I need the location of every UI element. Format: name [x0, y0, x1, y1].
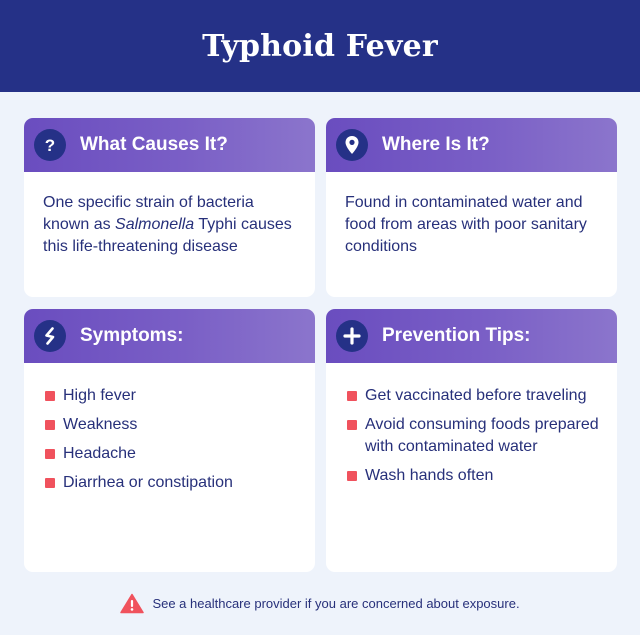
list-item: Get vaccinated before traveling — [345, 385, 601, 407]
card-description: Found in contaminated water and food from areas with poor sanitary conditions — [345, 194, 587, 255]
card-symptoms — [24, 309, 315, 572]
card-header — [326, 309, 617, 363]
list-item: Wash hands often — [345, 465, 601, 487]
question-mark-icon — [34, 129, 66, 161]
list-item: Avoid consuming foods prepared with contaminated water — [345, 414, 601, 458]
bullet-square-icon — [45, 420, 55, 430]
card-body — [24, 172, 315, 258]
footer-text: See a healthcare provider if you are concerned about exposure. — [152, 595, 520, 611]
card-description: One specific strain of bacteria known as Salmonella Typhi causes this life-threatening disease — [43, 194, 292, 255]
bullet-square-icon — [347, 471, 357, 481]
list-item: Weakness — [43, 414, 293, 436]
list-item: High fever — [43, 385, 293, 407]
card-header — [326, 118, 617, 172]
heartbeat-icon — [34, 320, 66, 352]
symptoms-list — [43, 385, 293, 494]
page-title: Typhoid Fever — [202, 28, 438, 64]
list-item: Headache — [43, 443, 293, 465]
list-item: Diarrhea or constipation — [43, 472, 293, 494]
plus-icon — [336, 320, 368, 352]
card-body — [24, 363, 315, 494]
italic-term: Salmonella — [115, 216, 195, 233]
page-header — [0, 0, 640, 92]
card-header — [24, 309, 315, 363]
bullet-square-icon — [45, 391, 55, 401]
bullet-square-icon — [45, 449, 55, 459]
bullet-square-icon — [347, 391, 357, 401]
bullet-square-icon — [347, 420, 357, 430]
warning-icon — [120, 593, 144, 614]
card-title: Where Is It? — [382, 134, 490, 155]
card-body — [326, 172, 617, 258]
location-pin-icon — [336, 129, 368, 161]
footer-note — [0, 590, 640, 616]
card-title: Prevention Tips: — [382, 325, 531, 346]
card-what-causes — [24, 118, 315, 297]
bullet-square-icon — [45, 478, 55, 488]
card-where-is-it — [326, 118, 617, 297]
prevention-list — [345, 385, 601, 487]
card-body — [326, 363, 617, 487]
card-header — [24, 118, 315, 172]
card-prevention-tips — [326, 309, 617, 572]
card-title: What Causes It? — [80, 134, 228, 155]
svg-text:?: ? — [44, 136, 56, 155]
card-title: Symptoms: — [80, 325, 184, 346]
